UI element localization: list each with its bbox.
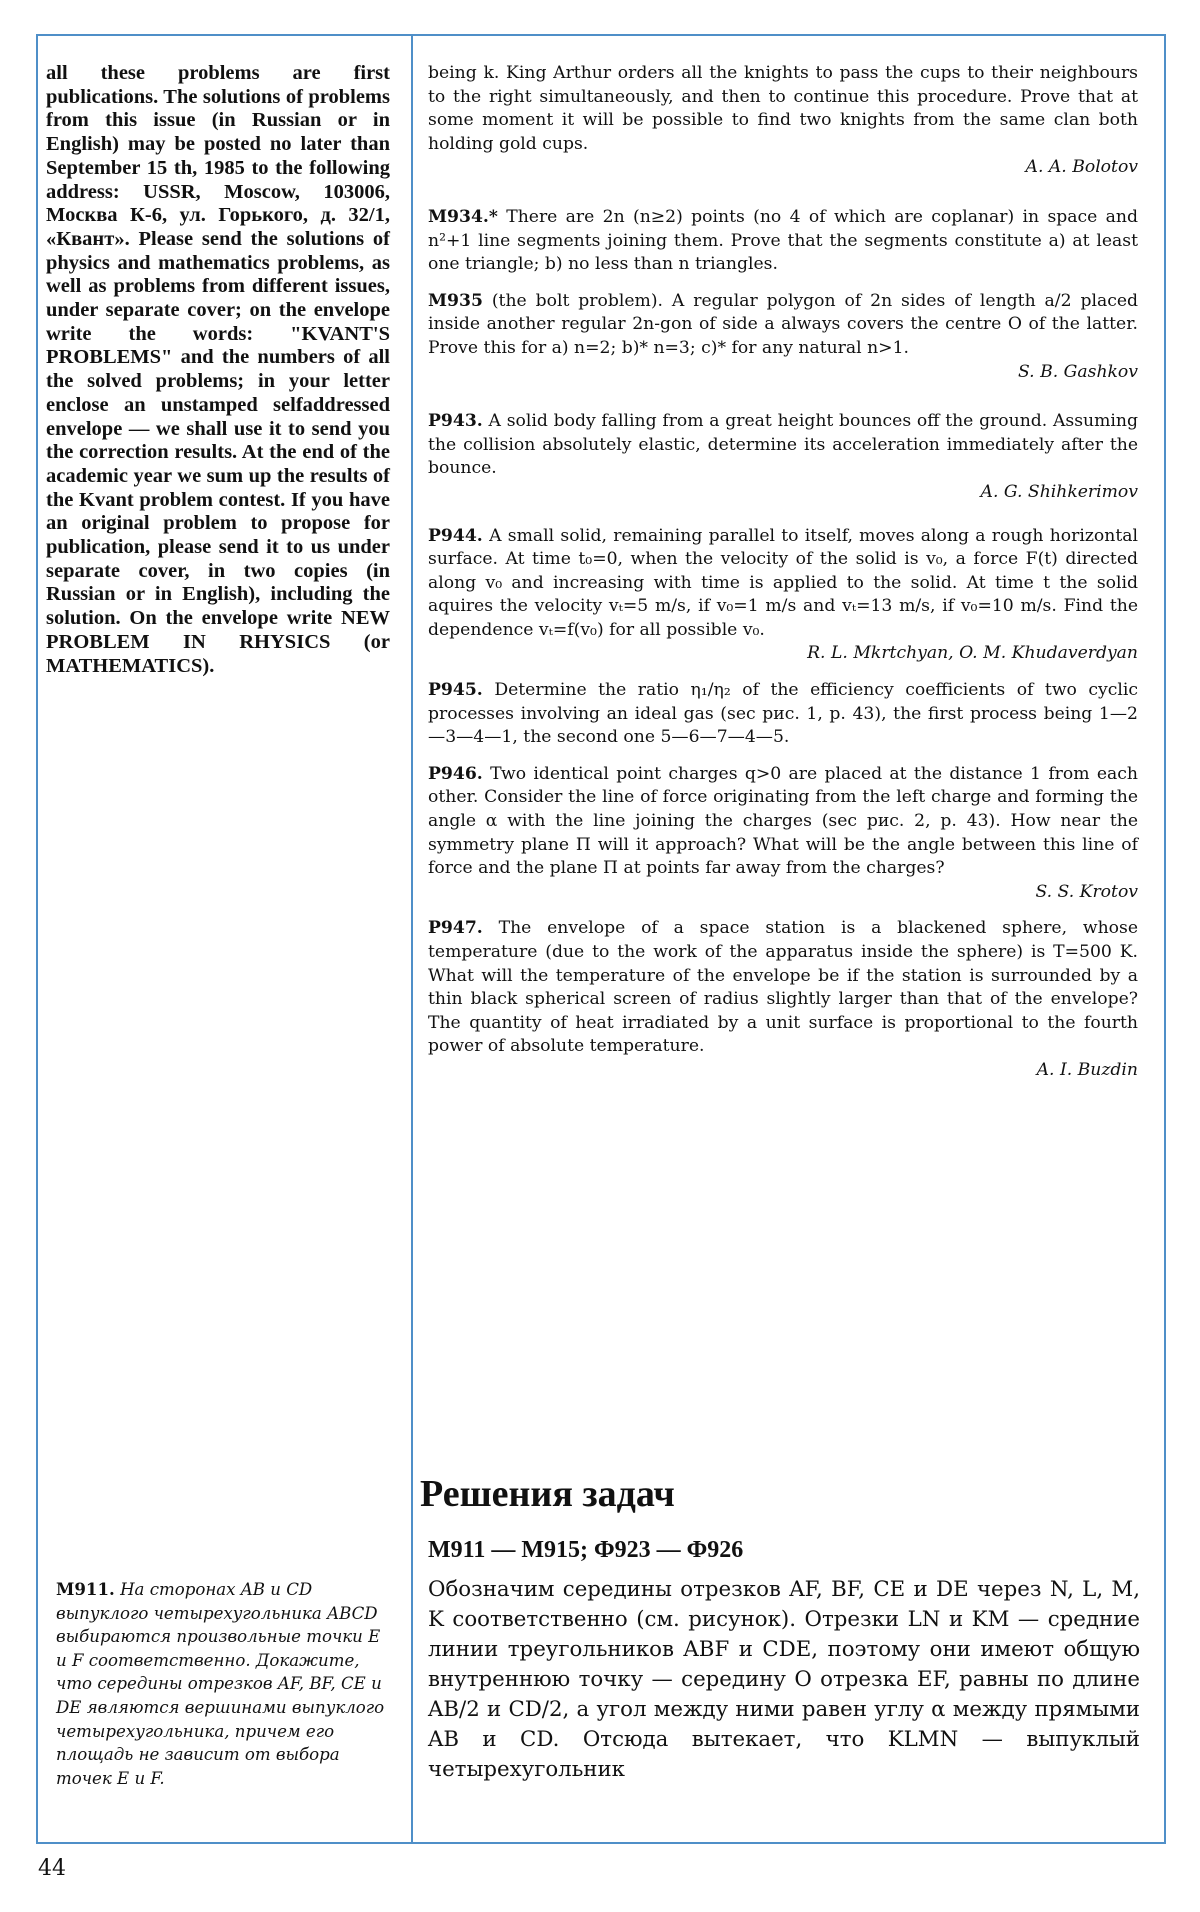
problem-text: P944. A small solid, remaining parallel to itself, moves along a rough horizontal surface. At time t₀=0, when the velocity of the solid is v₀, a force F(t) directed along v₀ and increasing with time is applied to the solid. At time t the solid aquires the velocity vₜ=5 m/s, if v₀=1 m/s and vₜ=13 m/s, if v₀=10 m/s. Find the dependence vₜ=f(v₀) for all possible v₀. xyxy=(428,525,1138,640)
problem-m935 xyxy=(428,290,1138,384)
problem-id: M911. xyxy=(56,1579,115,1599)
problem-id: P946. xyxy=(428,763,483,784)
column-divider xyxy=(411,36,413,1842)
problem-author: A. A. Bolotov xyxy=(1025,157,1138,178)
problem-text: P943. A solid body falling from a great height bounces off the ground. Assuming the collision absolutely elastic, determine its acceleration immediately after the bounce. xyxy=(428,411,1138,479)
instructions-text: all these problems are first publications. The solutions of problems from this issue (in Russian or in English) may be posted no later than September 15 th, 1985 to the following address: USSR, Moscow, 103006, Москва К-6, ул. Горького, д. 32/1, «Квант». Please send the solutions of physics and mathematics problems, as well as problems from different issues, under separate cover; on the envelope write the words: "KVANT'S PROBLEMS" and the numbers of all the solved problems; in your letter enclose an unstamped selfaddressed envelope — we shall use it to send you the correction results. At the end of the academic year we sum up the results of the Kvant problem contest. If you have an original problem to propose for publication, please send it to us under separate cover, in two copies (in Russian or in English), including the solution. On the envelope write NEW PROBLEM IN RHYSICS (or MATHEMATICS). xyxy=(46,62,390,677)
problem-id: M934.* xyxy=(428,206,498,227)
problem-continuation xyxy=(428,62,1138,180)
problem-p945 xyxy=(428,679,1138,750)
problem-id: M935 xyxy=(428,290,483,311)
problem-author: A. G. Shihkerimov xyxy=(980,481,1138,502)
problem-author: R. L. Mkrtchyan, O. M. Khudaverdyan xyxy=(807,643,1138,664)
problem-id: P943. xyxy=(428,411,483,432)
problem-p947 xyxy=(428,917,1138,1082)
page-number: 44 xyxy=(38,1856,66,1881)
problem-m934 xyxy=(428,206,1138,277)
problem-text: P945. Determine the ratio η₁/η₂ of the efficiency coefficients of two cyclic processes involving an ideal gas (sec рис. 1, p. 43), the first process being 1—2—3—4—1, the second one 5—6—7—4—5. xyxy=(428,680,1138,748)
problem-p946 xyxy=(428,763,1138,905)
problem-author: A. I. Buzdin xyxy=(1036,1059,1138,1080)
problem-id: P947. xyxy=(428,918,483,939)
solutions-title: Решения задач xyxy=(420,1473,675,1515)
problem-author: S. B. Gashkov xyxy=(1018,361,1138,382)
problem-text: P946. Two identical point charges q>0 are placed at the distance 1 from each other. Consider the line of force originating from the left charge and forming the angle α with the line joining the charges (sec рис. 2, p. 43). How near the symmetry plane Π will it approach? What will be the angle between this line of force and the plane Π at points far away from the charges? xyxy=(428,763,1138,879)
problem-text: M934.* There are 2n (n≥2) points (no 4 of which are coplanar) in space and n²+1 line segments joining them. Prove that the segments constitute a) at least one triangle; b) no less than n triangles. xyxy=(428,206,1138,275)
problem-text: being k. King Arthur orders all the knights to pass the cups to their neighbours to the right simultaneously, and then to continue this procedure. Prove that at some moment it will be possible to find two knights from the same clan both holding gold cups. xyxy=(428,63,1138,154)
problem-id: P945. xyxy=(428,680,483,701)
problem-statement-m911 xyxy=(56,1578,396,1790)
problem-statement-text: На сторонах AB и CD выпуклого четырехугольника ABCD выбираются произвольные точки E и F соответственно. Докажите, что середины отрезков AF, BF, CE и DE являются вершинами выпуклого четырехугольника, причем его площадь не зависит от выбора точек E и F. xyxy=(56,1580,385,1788)
problem-id: P944. xyxy=(428,525,483,546)
solutions-subtitle: M911 — M915; Ф923 — Ф926 xyxy=(428,1537,744,1563)
solution-text-m911: Обозначим середины отрезков AF, BF, CE и DE через N, L, M, K соответственно (см. рисунок). Отрезки LN и KM — средние линии треугольников ABF и CDE, поэтому они имеют общую внутреннюю точку — середину O отрезка EF, равны по длине AB/2 и CD/2, а угол между ними равен углу α между прямыми AB и CD. Отсюда вытекает, что KLMN — выпуклый четырехугольник xyxy=(428,1577,1140,1782)
problem-author: S. S. Krotov xyxy=(1035,881,1138,902)
problem-p944 xyxy=(428,525,1138,667)
problem-p943 xyxy=(428,410,1138,504)
problem-text: M935 (the bolt problem). A regular polygon of 2n sides of length a/2 placed inside another regular 2n-gon of side a always covers the centre O of the latter. Prove this for a) n=2; b)* n=3; c)* for any natural n>1. xyxy=(428,290,1139,358)
problems-column xyxy=(428,62,1138,1096)
left-column-instructions xyxy=(46,62,390,678)
problem-text: P947. The envelope of a space station is a blackened sphere, whose temperature (due to the work of the apparatus inside the sphere) is T=500 K. What will the temperature of the envelope be if the station is surrounded by a thin black spherical screen of radius slightly larger than that of the envelope? The quantity of heat irradiated by a unit surface is proportional to the fourth power of absolute temperature. xyxy=(428,918,1138,1057)
